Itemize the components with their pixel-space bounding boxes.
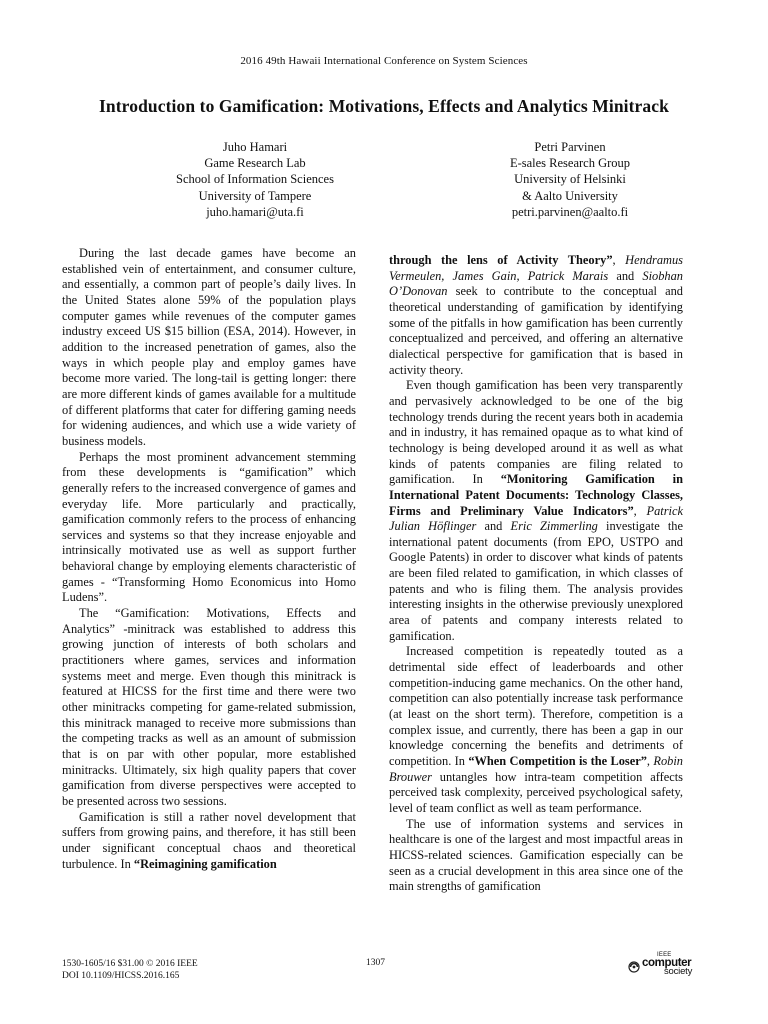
separator: and: [476, 519, 511, 534]
logo-ieee-text: IEEE: [657, 952, 672, 958]
separator: ,: [633, 503, 647, 518]
author-affiliation: University of Tampere: [198, 188, 312, 203]
conference-header: 2016 49th Hawaii International Conference on System Sciences: [240, 55, 528, 67]
paper-reference-title: “When Competition is the Loser”: [468, 754, 647, 768]
page-number: 1307: [366, 958, 385, 968]
paper-reference-title: through the lens of Activity Theory”: [389, 253, 613, 267]
paragraph-text: investigate the international patent documents (from EPO, USTPO and Google Patents) in order to discover what kinds of patents are been filed related to gamification, in which classes of patents and who is filing them. The analysis provides interesting insights in the otherwise previously unexplored area of patents and company interests related to gamification.: [389, 519, 683, 643]
paragraph-text: Even though gamification has been very transparently and pervasively acknowledged to be one of the big technology trends during the recent years both in academia and in industry, it has remained opaque as to what kind of technology is being developed around it as well as what kinds of patents companies are filing related to gamification. In: [389, 378, 683, 487]
paper-title: Introduction to Gamification: Motivations, Effects and Analytics Minitrack: [99, 96, 669, 116]
paragraph: [389, 253, 683, 378]
paper-authors: Eric Zimmerling: [510, 519, 598, 534]
body-column-left: [62, 246, 356, 872]
paragraph: [389, 378, 683, 644]
author-affiliation: Game Research Lab: [204, 156, 306, 171]
separator: and: [608, 268, 643, 283]
paper-reference-title: “Monitoring Gamification in International Patent Documents: Technology Classes, Firms and Preliminary Value Indicators”: [389, 472, 683, 518]
author-affiliation: E-sales Research Group: [509, 156, 631, 171]
paragraph-text: untangles how intra-team competition affects perceived task complexity, perceived psychological safety, level of team conflict as well as team performance.: [389, 769, 683, 815]
paragraph: The use of information systems and services in healthcare is one of the largest and most impactful areas in HICSS-related sciences. Gamification especially can be seen as a crucial development in this area since one of the main strengths of gamification: [389, 816, 683, 894]
issn-line: 1530-1605/16 $31.00 © 2016 IEEE: [62, 959, 198, 969]
paper-reference-title: “Reimagining gamification: [133, 856, 277, 871]
ieee-swirl-icon: [628, 961, 640, 973]
author-affiliation: & Aalto University: [522, 188, 618, 203]
doi-line: DOI 10.1109/HICSS.2016.165: [62, 971, 180, 981]
footer-copyright: [62, 958, 198, 982]
author-email: juho.hamari@uta.fi: [206, 204, 304, 219]
paragraph: [389, 644, 683, 816]
paragraph: During the last decade games have become an established vein of entertainment, and consumer culture, and essentially, a common part of people’s daily lives. In the United States alone 59% of the population plays computer games while revenues of the computer games industry exceed US $15 billion (ESA, 2014). However, in addition to the increased penetration of games, also the ways in which people play and employ games have become more varied. The long-tail is getting longer: there are more different kinds of games available for a multitude of different platforms that cater for differing gaming needs for widening audiences, and which use a wide variety of business models.: [62, 246, 356, 448]
author-block-1: [140, 139, 370, 220]
author-affiliation: University of Helsinki: [514, 172, 626, 187]
author-block-2: [460, 139, 680, 220]
paragraph-text: Gamification is still a rather novel development that suffers from growing pains, and therefore, it has still been under significant conceptual chaos and theoretical turbulence. In: [62, 809, 356, 871]
author-email: petri.parvinen@aalto.fi: [511, 204, 629, 219]
paper-authors: Siobhan O’Donovan: [389, 268, 683, 299]
paragraph-text: seek to contribute to the conceptual and theoretical understanding of gamification by identifying some of the pitfalls in how gamification has been currently conceptualized and perceived, and offering an alternative dialectical perspective for gamification that is based in activity theory.: [389, 284, 683, 377]
separator: ,: [612, 253, 626, 267]
body-column-right: [389, 253, 683, 895]
paragraph-text: Increased competition is repeatedly touted as a detrimental side effect of leaderboards and other competition-inducing game mechanics. On the other hand, competition can also potentially increase task performance (at least on the short term). Therefore, competition is a complex issue, and currently, there has been a gap in our knowledge concerning the benefits and detriments of competition. In: [389, 644, 683, 768]
ieee-computer-society-logo: [628, 952, 708, 982]
paper-authors: Robin Brouwer: [389, 754, 683, 784]
logo-society-text: society: [664, 966, 693, 977]
author-affiliation: School of Information Sciences: [176, 172, 334, 187]
paragraph: Perhaps the most prominent advancement stemming from these developments is “gamification” which generally refers to the increased convergence of games and everyday life. More particularly and practically, gamification commonly refers to the process of enhancing services and systems so that they increase enjoyable and intrinsically motivated use as well as support further behavioral change by employing elements characteristic of games - “Transforming Homo Economicus into Homo Ludens”.: [62, 449, 356, 605]
separator: ,: [646, 754, 654, 768]
paper-authors: Hendramus Vermeulen, James Gain, Patrick Marais: [389, 253, 683, 283]
author-name: Petri Parvinen: [534, 140, 606, 154]
logo-computer-text: computer: [642, 957, 692, 969]
paragraph: The “Gamification: Motivations, Effects and Analytics” -minitrack was established to address this growing junction of interests of both scholars and practitioners where games, services and information systems meet and merge. Even though this minitrack is featured at HICSS for the first time and there were two other minitracks competing for game-related submission, this minitrack managed to receive more submissions than the competing tracks as well as an amount of submission that is on par with other popular, more established minitracks. Ultimately, six high quality papers that cover gamification from diverse perspectives were accepted to be presented across two sessions.: [62, 606, 356, 808]
paper-authors: Patrick Julian Höflinger: [389, 503, 683, 534]
author-name: Juho Hamari: [222, 140, 288, 154]
paragraph: [62, 810, 356, 873]
